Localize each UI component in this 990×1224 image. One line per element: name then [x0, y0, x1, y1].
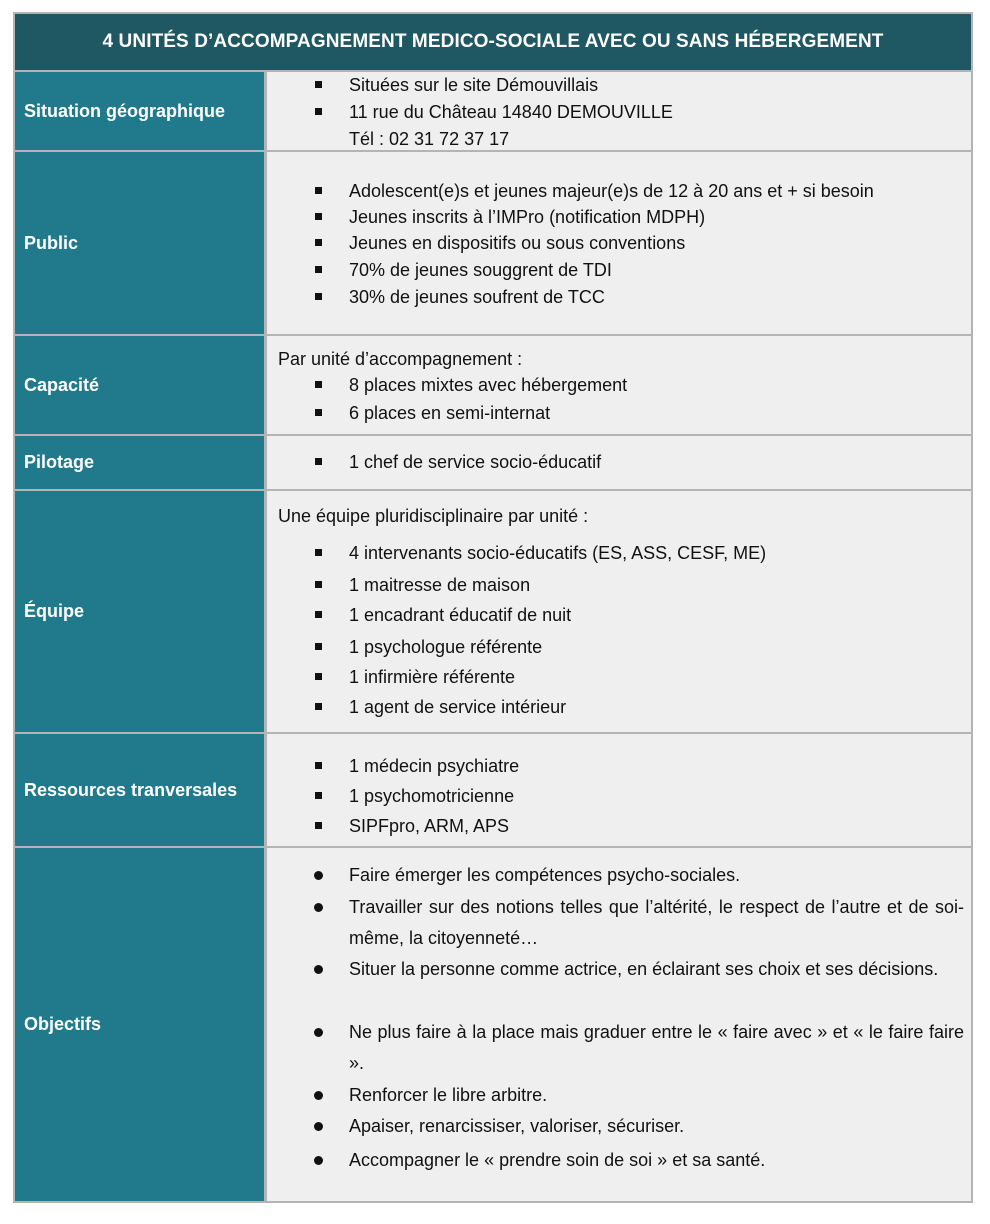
row-objectifs: [15, 848, 971, 1201]
list-item: 11 rue du Château 14840 DEMOUVILLE: [349, 102, 673, 122]
row-content: [267, 734, 971, 846]
intro-text: Par unité d’accompagnement :: [278, 349, 523, 369]
row-content: [267, 848, 971, 1201]
list-item: 1 agent de service intérieur: [349, 697, 567, 717]
bullet-dot-icon: [314, 1091, 323, 1100]
row-public: [15, 152, 971, 334]
bullet-square-icon: [315, 581, 322, 588]
list-item: 6 places en semi-internat: [349, 403, 551, 423]
list-item: Adolescent(e)s et jeunes majeur(e)s de 12 à 20 ans et + si besoin: [349, 181, 874, 201]
list-item: 30% de jeunes soufrent de TCC: [349, 287, 605, 307]
row-content: [267, 336, 971, 434]
intro-text: Une équipe pluridisciplinaire par unité :: [278, 506, 589, 526]
row-label: Situation géographique: [15, 72, 264, 150]
bullet-square-icon: [315, 81, 322, 88]
row-label: Ressources tranversales: [15, 734, 264, 846]
bullet-dot-icon: [314, 1122, 323, 1131]
row-content: [267, 72, 971, 150]
list-item: Renforcer le libre arbitre.: [349, 1085, 548, 1105]
list-item: 1 maitresse de maison: [349, 575, 531, 595]
list-item: Faire émerger les compétences psycho-sociales.: [349, 865, 741, 885]
bullet-dot-icon: [314, 871, 323, 880]
row-content: [267, 436, 971, 489]
row-equipe: [15, 491, 971, 732]
row-content: [267, 152, 971, 334]
list-item: 8 places mixtes avec hébergement: [349, 375, 628, 395]
list-item: 1 médecin psychiatre: [349, 756, 520, 776]
list-item: 1 infirmière référente: [349, 667, 516, 687]
bullet-square-icon: [315, 822, 322, 829]
row-label: Public: [15, 152, 264, 334]
row-label: Équipe: [15, 491, 264, 732]
bullet-square-icon: [315, 239, 322, 246]
bullet-square-icon: [315, 762, 322, 769]
list-item: Jeunes en dispositifs ou sous conventions: [349, 233, 686, 253]
bullet-square-icon: [315, 381, 322, 388]
bullet-square-icon: [315, 703, 322, 710]
bullet-dot-icon: [314, 1028, 323, 1037]
bullet-square-icon: [315, 409, 322, 416]
list-item: Apaiser, renarcissiser, valoriser, sécuriser.: [349, 1116, 685, 1136]
bullet-dot-icon: [314, 965, 323, 974]
row-label: Pilotage: [15, 436, 264, 489]
list-item: 1 psychomotricienne: [349, 786, 515, 806]
list-item: Situer la personne comme actrice, en éclairant ses choix et ses décisions.: [349, 959, 939, 979]
list-item: 4 intervenants socio-éducatifs (ES, ASS, CESF, ME): [349, 543, 767, 563]
list-item: 70% de jeunes souggrent de TDI: [349, 260, 612, 280]
row-label: Capacité: [15, 336, 264, 434]
row-capacite: [15, 336, 971, 434]
bullet-square-icon: [315, 293, 322, 300]
bullet-square-icon: [315, 611, 322, 618]
list-item: SIPFpro, ARM, APS: [349, 816, 510, 836]
list-item: Situées sur le site Démouvillais: [349, 75, 599, 95]
list-item: Travailler sur des notions telles que l’altérité, le respect de l’autre et de soi-même, la citoyenneté…: [349, 897, 964, 948]
bullet-square-icon: [315, 108, 322, 115]
bullet-square-icon: [315, 266, 322, 273]
list-item: 1 chef de service socio-éducatif: [349, 452, 602, 472]
row-situation: [15, 72, 971, 150]
row-label: Objectifs: [15, 848, 264, 1201]
bullet-square-icon: [315, 673, 322, 680]
bullet-square-icon: [315, 643, 322, 650]
info-table: [13, 12, 973, 1203]
bullet-square-icon: [315, 792, 322, 799]
row-content: [267, 491, 971, 732]
list-item: Jeunes inscrits à l’IMPro (notification MDPH): [349, 207, 706, 227]
bullet-dot-icon: [314, 1156, 323, 1165]
bullet-square-icon: [315, 213, 322, 220]
bullet-dot-icon: [314, 903, 323, 912]
row-pilotage: [15, 436, 971, 489]
list-item: Ne plus faire à la place mais graduer entre le « faire avec » et « le faire faire ».: [349, 1022, 964, 1073]
row-ressources: [15, 734, 971, 846]
bullet-square-icon: [315, 458, 322, 465]
bullet-square-icon: [315, 187, 322, 194]
list-item: Accompagner le « prendre soin de soi » et sa santé.: [349, 1150, 766, 1170]
bullet-square-icon: [315, 549, 322, 556]
list-item: 1 encadrant éducatif de nuit: [349, 605, 572, 625]
phone-line: Tél : 02 31 72 37 17: [349, 129, 510, 149]
table-title: 4 UNITÉS D’ACCOMPAGNEMENT MEDICO-SOCIALE AVEC OU SANS HÉBERGEMENT: [15, 14, 971, 70]
list-item: 1 psychologue référente: [349, 637, 543, 657]
